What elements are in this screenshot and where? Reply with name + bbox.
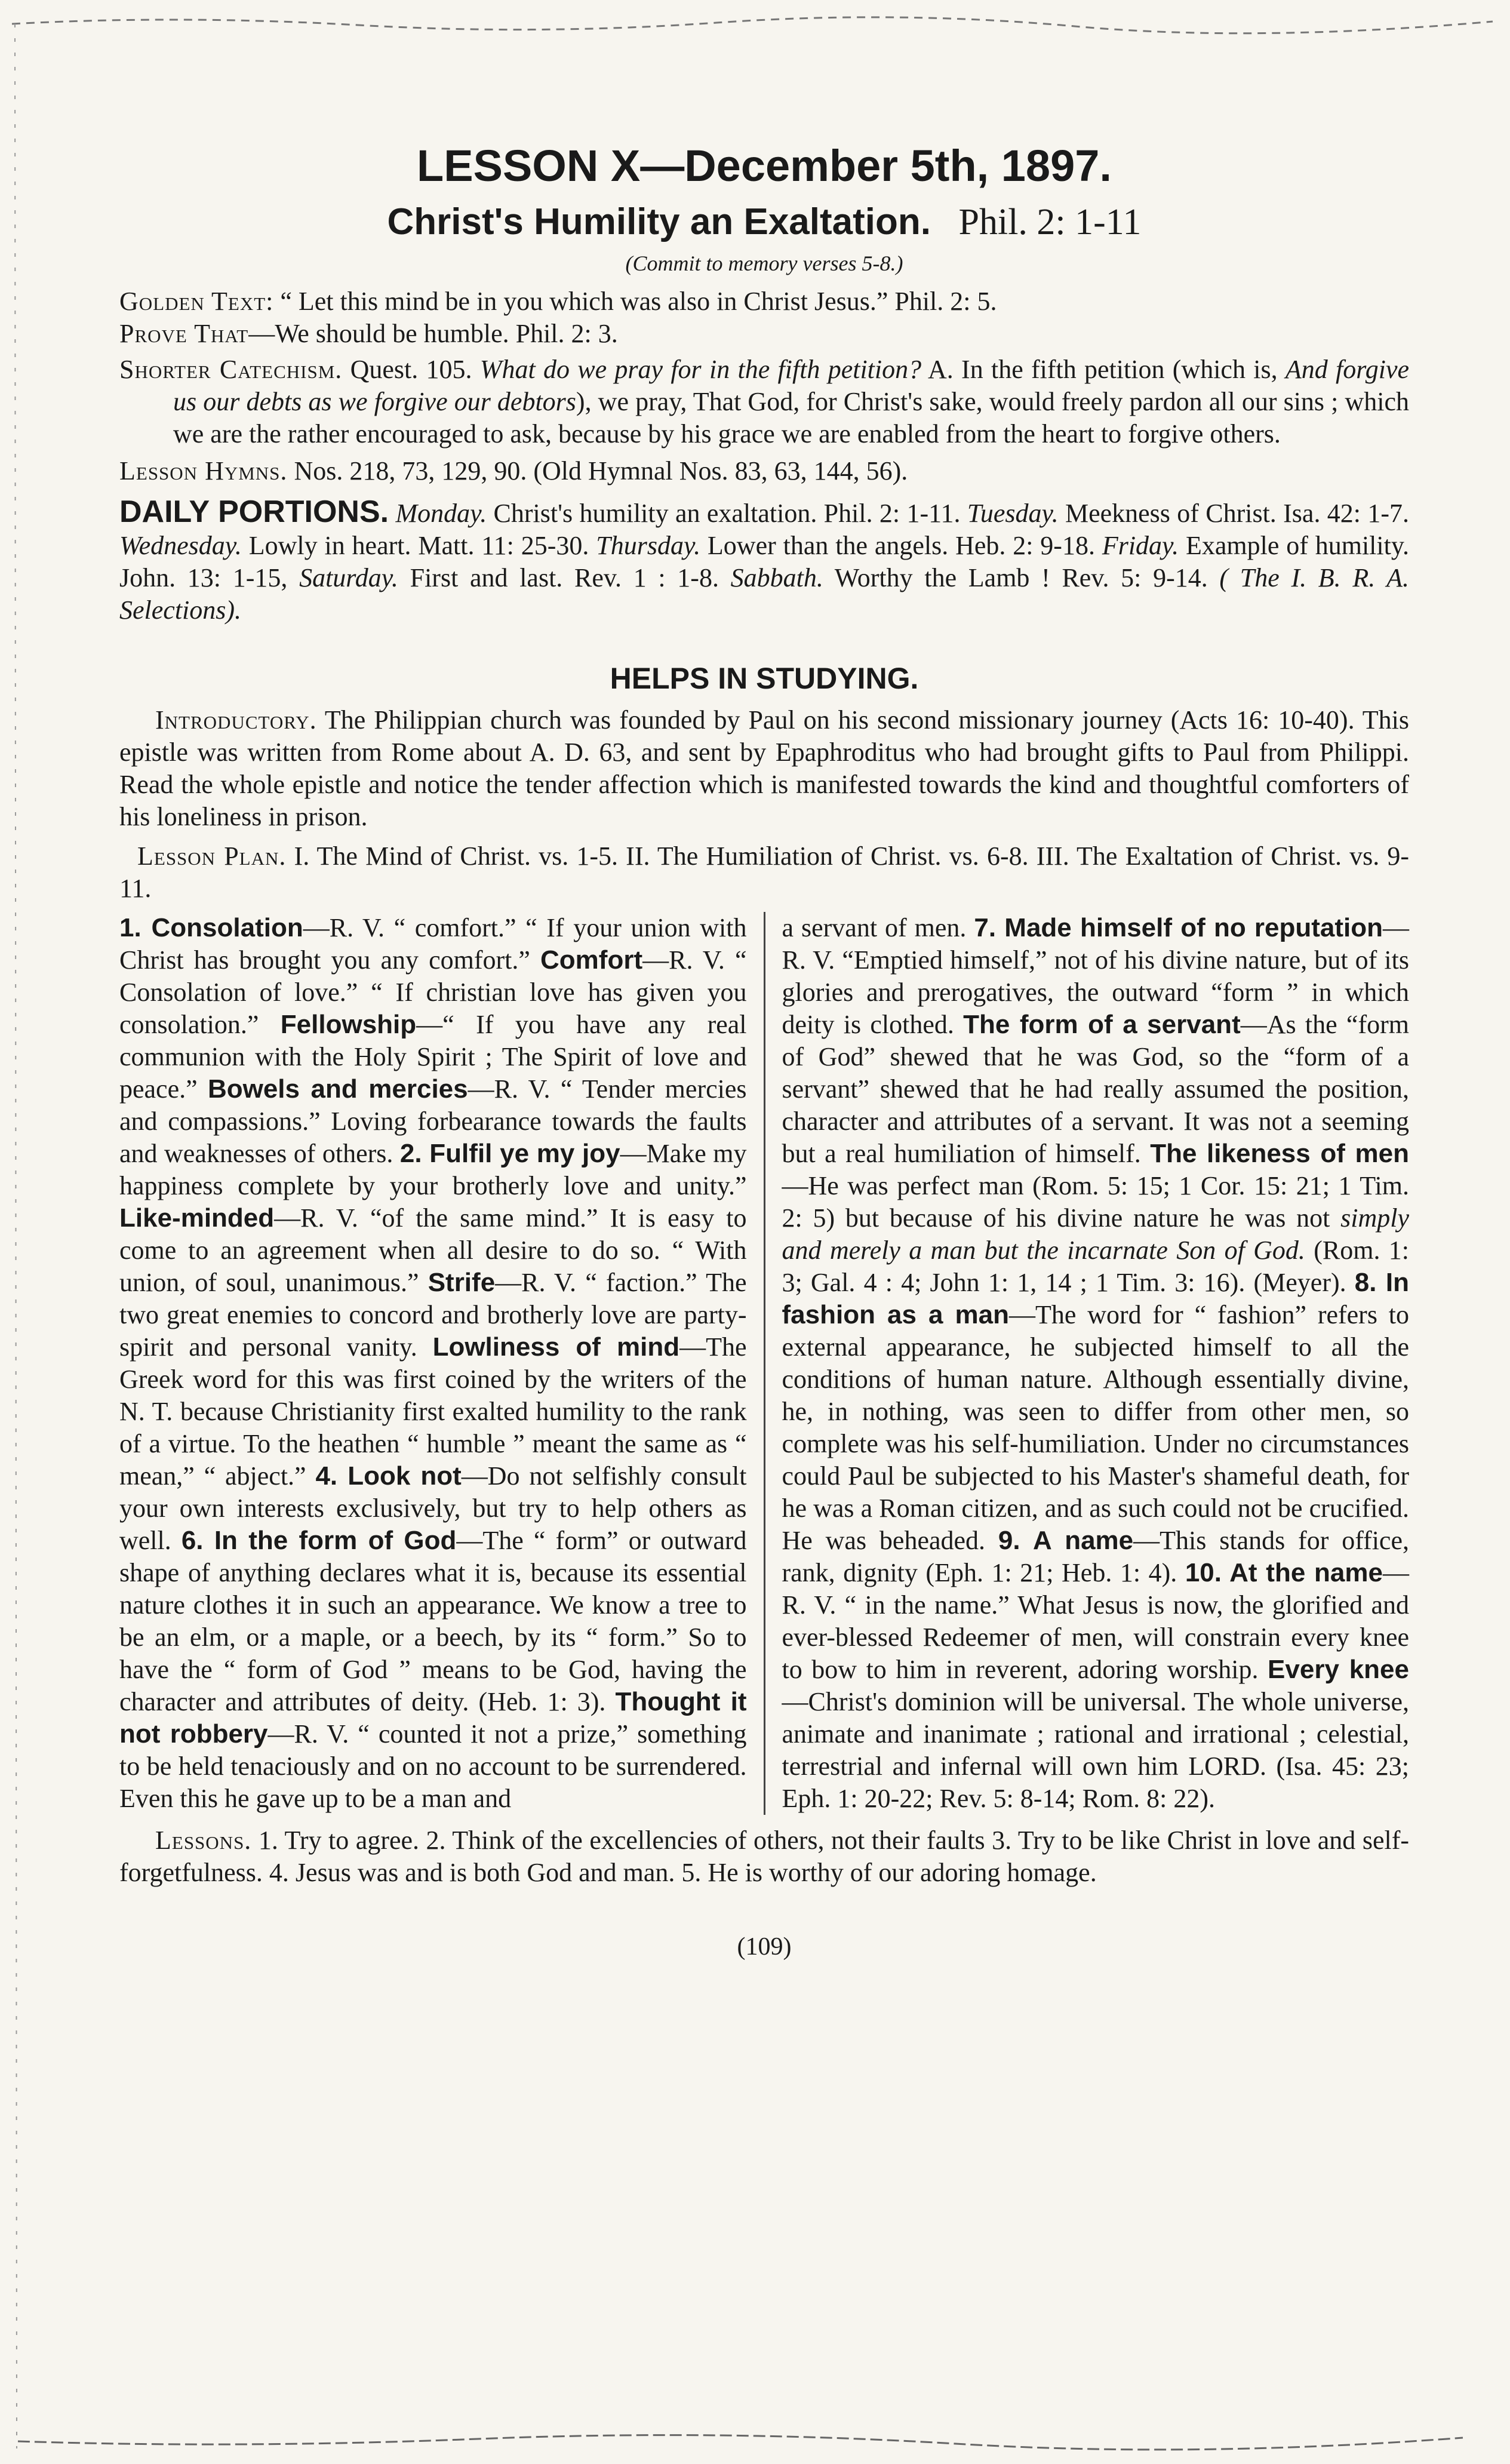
daily-saturday: Saturday. xyxy=(299,563,398,592)
prove-that-body: —We should be humble. Phil. 2: 3. xyxy=(248,319,618,348)
catechism-quest: Quest. 105. xyxy=(350,355,472,384)
page-number: (109) xyxy=(737,1933,792,1961)
left-margin-speckle xyxy=(0,0,36,2464)
lesson-page xyxy=(119,137,1409,1988)
left-note-heading: Bowels and mercies xyxy=(207,1074,468,1104)
catechism-question: What do we pray for in the fifth petition? xyxy=(479,355,922,384)
left-note-heading: Comfort xyxy=(540,945,643,975)
daily-sabbath-text: Worthy the Lamb ! Rev. 5: 9-14. xyxy=(823,563,1220,592)
left-note-text: —“ If you have any real communion with the Holy Spirit ; The Spirit of love and peace.” xyxy=(119,1010,747,1104)
lesson-plan-body: I. The Mind of Christ. vs. 1-5. II. The Humiliation of Christ. vs. 6-8. III. The Exaltation of Christ. vs. 9-11. xyxy=(119,841,1410,903)
lesson-plan xyxy=(119,840,1409,905)
daily-selections: ( The I. B. R. A. Selections). xyxy=(119,563,1410,625)
prove-that xyxy=(119,318,1409,350)
left-note-text: —R. V. “of the same mind.” It is easy to come to an agreement when all desire to do so. “ With union, of soul, unanimous.” xyxy=(119,1203,747,1297)
daily-label: DAILY PORTIONS. xyxy=(119,494,389,529)
prove-that-label: Prove That xyxy=(119,319,249,348)
right-note-text: (Rom. 1: 3; Gal. 4 : 4; John 1: 1, 14 ; 1 Tim. 3: 16). (Meyer). xyxy=(782,1236,1409,1297)
right-note-text: —R. V. “Emptied himself,” not of his divine nature, but of its glories and prerogatives, the outward “form ” in which deity is clothed. xyxy=(782,913,1410,1039)
daily-tuesday: Tuesday. xyxy=(967,499,1059,528)
left-note-heading: 1. Consolation xyxy=(119,913,303,942)
daily-saturday-text: First and last. Rev. 1 : 1-8. xyxy=(398,563,731,592)
right-note-heading: The form of a servant xyxy=(963,1010,1241,1039)
daily-monday-text: Christ's humility an exaltation. Phil. 2: 1-11. xyxy=(487,499,967,528)
left-note-text: —The Greek word for this was first coined by the writers of the N. T. because Christianity first exalted humility to the rank of a virtue. To the heathen “ humble ” meant the same as “ mean,” “ abject.” xyxy=(119,1332,747,1491)
catechism-answer-italic: And forgive us our debts as we forgive our debtors xyxy=(173,355,1410,416)
left-note-heading: 4. Look not xyxy=(315,1461,462,1491)
shorter-catechism xyxy=(119,354,1409,450)
introductory-body: The Philippian church was founded by Paul on his second missionary journey (Acts 16: 10-40). This epistle was written from Rome about A. D. 63, and sent by Epaphroditus who had brought gifts to Paul from Philippi. Read the whole epistle and notice the tender affection which is manifested towards the kind and thoughtful comforters of his loneliness in prison. xyxy=(119,705,1409,831)
golden-text-label: Golden Text: xyxy=(119,287,274,316)
right-note-heading: 10. At the name xyxy=(1185,1558,1383,1587)
left-note-heading: 6. In the form of God xyxy=(181,1526,457,1555)
daily-monday: Monday. xyxy=(395,499,487,528)
notes-left-column xyxy=(119,912,764,1815)
catechism-label: Shorter Catechism. xyxy=(119,355,343,384)
left-note-heading: Thought it not robbery xyxy=(119,1687,747,1749)
right-note-heading: Every knee xyxy=(1268,1655,1409,1684)
right-note-text: —Christ's dominion will be universal. The whole universe, animate and inanimate ; rational and irrational ; celestial, terrestrial and infernal will own him LORD. (Isa. 45: 23; Eph. 1: 20-22; Rev. 5: 8-14; Rom. 8: 22). xyxy=(782,1687,1409,1813)
left-note-heading: Lowliness of mind xyxy=(432,1332,680,1362)
left-note-heading: Strife xyxy=(428,1268,496,1297)
daily-thursday-text: Lower than the angels. Heb. 2: 9-18. xyxy=(700,531,1102,560)
right-note-heading: The likeness of men xyxy=(1150,1139,1410,1168)
left-note-text: —R. V. “ comfort.” “ If your union with Christ has brought you any comfort.” xyxy=(119,913,747,975)
left-note-text: —Make my happiness complete by your brotherly love and unity.” xyxy=(119,1139,747,1200)
lessons-label: Lessons. xyxy=(155,1826,252,1855)
left-note-heading: 2. Fulfil ye my joy xyxy=(399,1139,620,1168)
daily-wednesday: Wednesday. xyxy=(119,531,242,560)
introductory-label: Introductory. xyxy=(155,705,317,735)
left-note-text: —Do not selfishly consult your own interests exclusively, but try to help others as well. xyxy=(119,1461,747,1555)
notes-right-column xyxy=(764,912,1410,1815)
commit-note: (Commit to memory verses 5-8.) xyxy=(625,251,903,275)
right-note-text: —R. V. “ in the name.” What Jesus is now, the glorified and ever-blessed Redeemer of men, will constrain every knee to bow to him in reverent, adoring worship. xyxy=(782,1558,1409,1684)
hymns-body: Nos. 218, 73, 129, 90. (Old Hymnal Nos. 83, 63, 144, 56). xyxy=(294,456,908,486)
right-note-heading: 9. A name xyxy=(998,1526,1134,1555)
right-note-text: —As the “form of God” shewed that he was God, so the “form of a servant” shewed that he had really assumed the position, character and attributes of a servant. It was not a seeming but a real humiliation of himself. xyxy=(782,1010,1409,1168)
daily-sabbath: Sabbath. xyxy=(730,563,823,592)
notes-columns xyxy=(119,912,1409,1815)
left-note-heading: Fellowship xyxy=(280,1010,417,1039)
daily-wednesday-text: Lowly in heart. Matt. 11: 25-30. xyxy=(241,531,596,560)
catechism-answer-start: A. In the fifth petition (which is, xyxy=(921,355,1286,384)
right-note-text: —The word for “ fashion” refers to external appearance, he subjected himself to all the conditions of human nature. Although essentially divine, he, in nothing, was seen to differ from other men, so complete was his self-humiliation. Under no circumstances could Paul be subjected to his Master's shameful death, for he was a Roman citizen, and as such could not be crucified. He was beheaded. xyxy=(782,1300,1410,1555)
left-note-text: —R. V. “ counted it not a prize,” something to be held tenaciously and on no account to be surrendered. Even this he gave up to be a man and xyxy=(119,1719,747,1813)
lesson-plan-label: Lesson Plan. xyxy=(137,841,287,871)
left-note-heading: Like-minded xyxy=(119,1203,275,1233)
lessons-paragraph xyxy=(119,1824,1409,1889)
top-ornament-border xyxy=(0,12,1510,36)
bottom-ornament-border xyxy=(0,2431,1510,2454)
left-note-text: —The “ form” or outward shape of anything declares what it is, because its essential nature clothes it in such an appearance. We know a tree to be an elm, or a maple, or a beech, by its “ form.” So to have the “ form of God ” means to be God, having the character and attributes of deity. (Heb. 1: 3). xyxy=(119,1526,747,1716)
golden-text xyxy=(119,285,1409,318)
lesson-subtitle-reference: Phil. 2: 1-11 xyxy=(958,202,1142,242)
lesson-subtitle xyxy=(119,197,1409,247)
daily-friday-text: Example of humility. John. 13: 1-15, xyxy=(119,531,1409,592)
right-note-heading: 7. Made himself of no reputation xyxy=(974,913,1383,942)
right-note-text: —He was perfect man (Rom. 5: 15; 1 Cor. 15: 21; 1 Tim. 2: 5) but because of his divine nature he was not xyxy=(782,1171,1409,1233)
right-note-text: —This stands for office, rank, dignity (Eph. 1: 21; Heb. 1: 4). xyxy=(782,1526,1409,1587)
lesson-subtitle-topic: Christ's Humility an Exaltation. xyxy=(387,201,931,242)
daily-friday: Friday. xyxy=(1102,531,1179,560)
golden-text-body: “ Let this mind be in you which was also in Christ Jesus.” Phil. 2: 5. xyxy=(280,287,997,316)
left-note-text: —R. V. “ faction.” The two great enemies to concord and brotherly love are party-spirit and personal vanity. xyxy=(119,1268,747,1362)
right-note-text: a servant of men. xyxy=(782,913,974,942)
daily-tuesday-text: Meekness of Christ. Isa. 42: 1-7. xyxy=(1058,499,1409,528)
catechism-answer-end: ), we pray, That God, for Christ's sake, would freely pardon all our sins ; which we are the rather encouraged to ask, because by his grace we are enabled from the heart to forgive others. xyxy=(173,387,1409,448)
right-note-text: simply and merely a man but the incarnate Son of God. xyxy=(782,1203,1409,1265)
left-note-text: —R. V. “ Consolation of love.” “ If christian love has given you consolation.” xyxy=(119,945,747,1039)
left-note-text: —R. V. “ Tender mercies and compassions.” Loving forbearance towards the faults and weaknesses of others. xyxy=(119,1074,747,1168)
daily-portions xyxy=(119,496,1409,626)
introductory-paragraph xyxy=(119,704,1409,833)
lessons-body: 1. Try to agree. 2. Think of the excellencies of others, not their faults 3. Try to be like Christ in love and self-forgetfulness. 4. Jesus was and is both God and man. 5. He is worthy of our adoring homage. xyxy=(119,1826,1409,1887)
lesson-title: LESSON X—December 5th, 1897. xyxy=(417,141,1112,191)
helps-heading: HELPS IN STUDYING. xyxy=(610,662,919,695)
right-note-heading: 8. In fashion as a man xyxy=(782,1268,1409,1329)
daily-thursday: Thursday. xyxy=(596,531,701,560)
lesson-hymns xyxy=(119,455,1409,487)
hymns-label: Lesson Hymns. xyxy=(119,456,288,486)
